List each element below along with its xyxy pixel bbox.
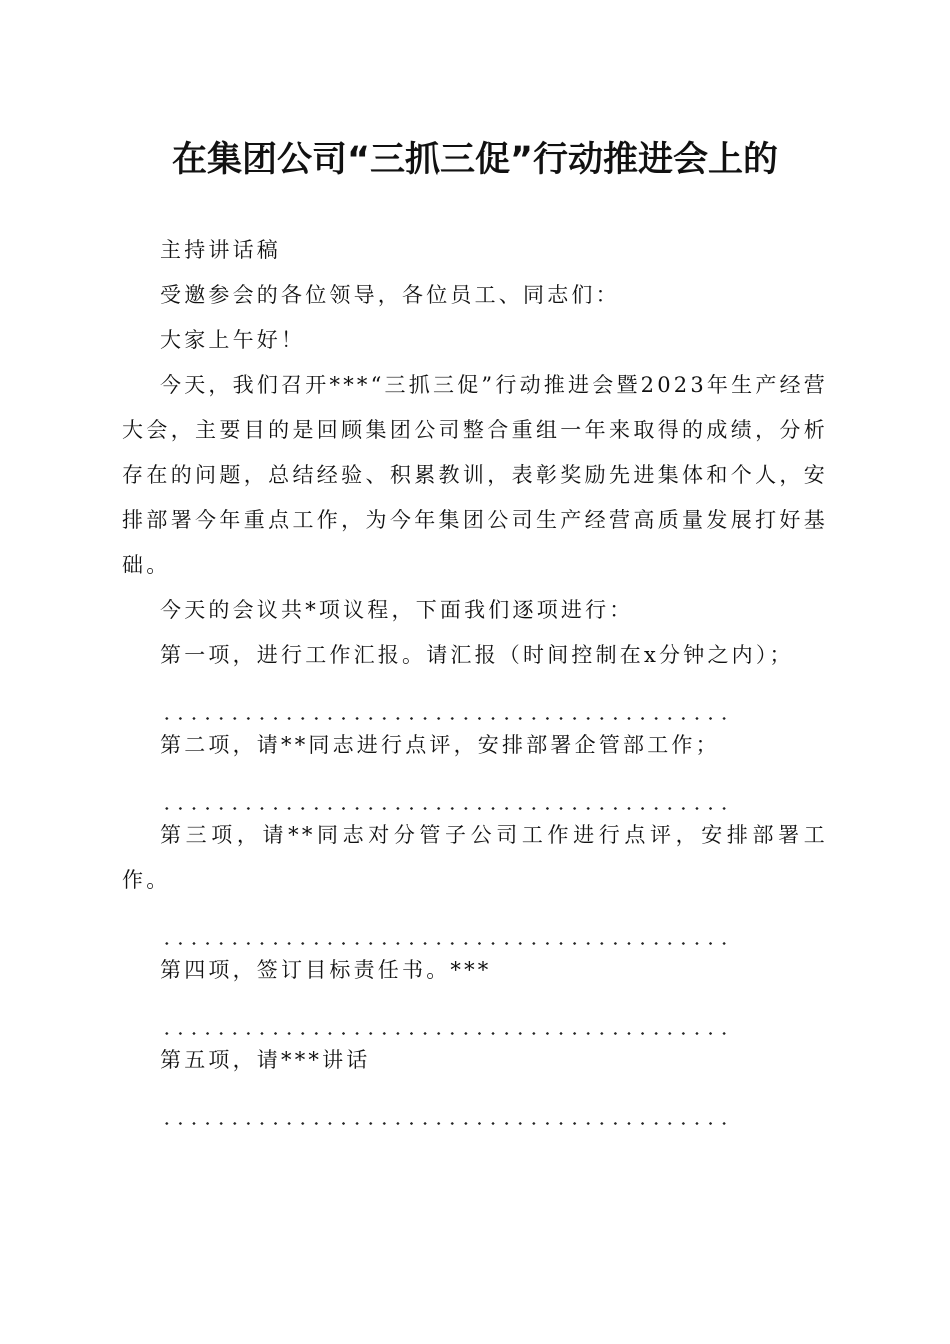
placeholder-dots (122, 1083, 828, 1128)
intro-paragraph: 今天，我们召开***“三抓三促”行动推进会暨2023年生产经营大会，主要目的是回顾集团公司整合重组一年来取得的成绩，分析存在的问题，总结经验、积累教训，表彰奖励先进集体和个人，安排部署今年重点工作，为今年集团公司生产经营高质量发展打好基础。 (122, 373, 828, 577)
placeholder-dots (122, 993, 828, 1038)
document-body (122, 228, 828, 1128)
agenda-intro-paragraph: 今天的会议共*项议程，下面我们逐项进行： (160, 598, 634, 622)
placeholder-dots (122, 768, 828, 813)
dotted-line (160, 903, 730, 948)
dotted-line (160, 1083, 730, 1128)
dotted-line (160, 678, 730, 723)
agenda-item-4: 第四项，签订目标责任书。*** (160, 958, 492, 982)
dotted-line (160, 768, 730, 813)
placeholder-dots (122, 678, 828, 723)
subtitle-paragraph: 主持讲话稿 (160, 238, 281, 262)
salutation-paragraph: 受邀参会的各位领导，各位员工、同志们： (160, 283, 620, 307)
agenda-item-1: 第一项，进行工作汇报。请汇报（时间控制在x分钟之内）； (160, 643, 794, 667)
greeting-paragraph: 大家上午好！ (160, 328, 306, 352)
agenda-item-3: 第三项，请**同志对分管子公司工作进行点评，安排部署工作。 (122, 823, 828, 892)
agenda-item-2: 第二项，请**同志进行点评，安排部署企管部工作； (160, 733, 720, 757)
dotted-line (160, 993, 730, 1038)
placeholder-dots (122, 903, 828, 948)
document-title: 在集团公司“三抓三促”行动推进会上的 (171, 140, 778, 180)
agenda-item-5: 第五项，请***讲话 (160, 1048, 371, 1072)
